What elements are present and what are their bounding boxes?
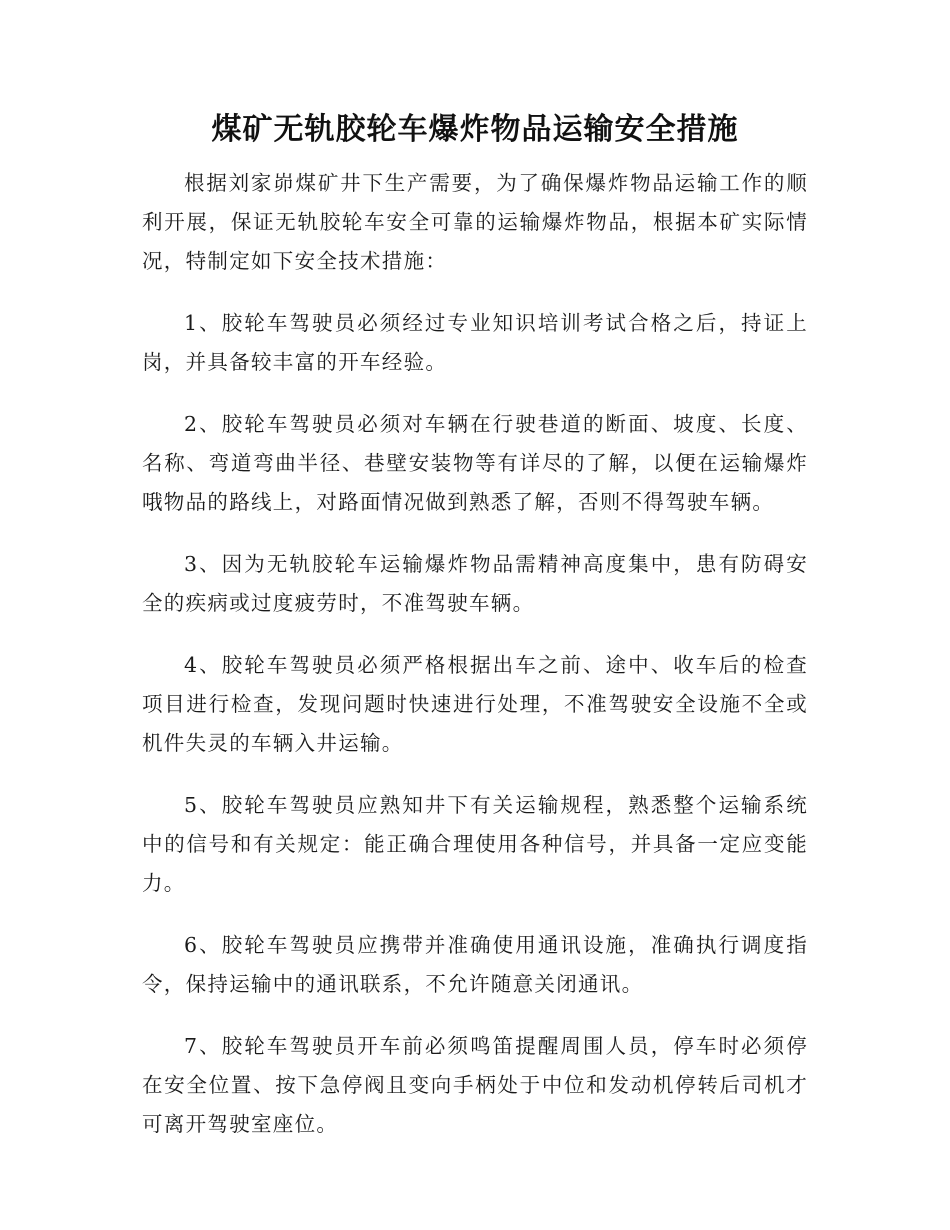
measure-1-paragraph: 1、胶轮车驾驶员必须经过专业知识培训考试合格之后，持证上岗，并具备较丰富的开车经验。 (142, 311, 808, 374)
measure-2-paragraph: 2、胶轮车驾驶员必须对车辆在行驶巷道的断面、坡度、长度、名称、弯道弯曲半径、巷壁安装物等有详尽的了解，以便在运输爆炸哦物品的路线上，对路面情况做到熟悉了解，否则不得驾驶车辆。 (142, 412, 808, 514)
measure-3-paragraph: 3、因为无轨胶轮车运输爆炸物品需精神高度集中，患有防碍安全的疾病或过度疲劳时，不准驾驶车辆。 (142, 552, 808, 615)
measure-4-paragraph: 4、胶轮车驾驶员必须严格根据出车之前、途中、收车后的检查项目进行检查，发现问题时快速进行处理，不准驾驶安全设施不全或机件失灵的车辆入井运输。 (142, 653, 808, 755)
document-body (142, 164, 808, 1167)
intro-paragraph: 根据刘家峁煤矿井下生产需要，为了确保爆炸物品运输工作的顺利开展，保证无轨胶轮车安全可靠的运输爆炸物品，根据本矿实际情况，特制定如下安全技术措施： (142, 171, 808, 273)
measure-6-paragraph: 6、胶轮车驾驶员应携带并准确使用通讯设施，准确执行调度指令，保持运输中的通讯联系，不允许随意关闭通讯。 (142, 933, 808, 996)
document-title: 煤矿无轨胶轮车爆炸物品运输安全措施 (211, 112, 739, 147)
measure-7-paragraph: 7、胶轮车驾驶员开车前必须鸣笛提醒周围人员，停车时必须停在安全位置、按下急停阀且变向手柄处于中位和发动机停转后司机才可离开驾驶室座位。 (142, 1034, 808, 1136)
measure-5-paragraph: 5、胶轮车驾驶员应熟知井下有关运输规程，熟悉整个运输系统中的信号和有关规定：能正确合理使用各种信号，并具备一定应变能力。 (142, 793, 808, 895)
